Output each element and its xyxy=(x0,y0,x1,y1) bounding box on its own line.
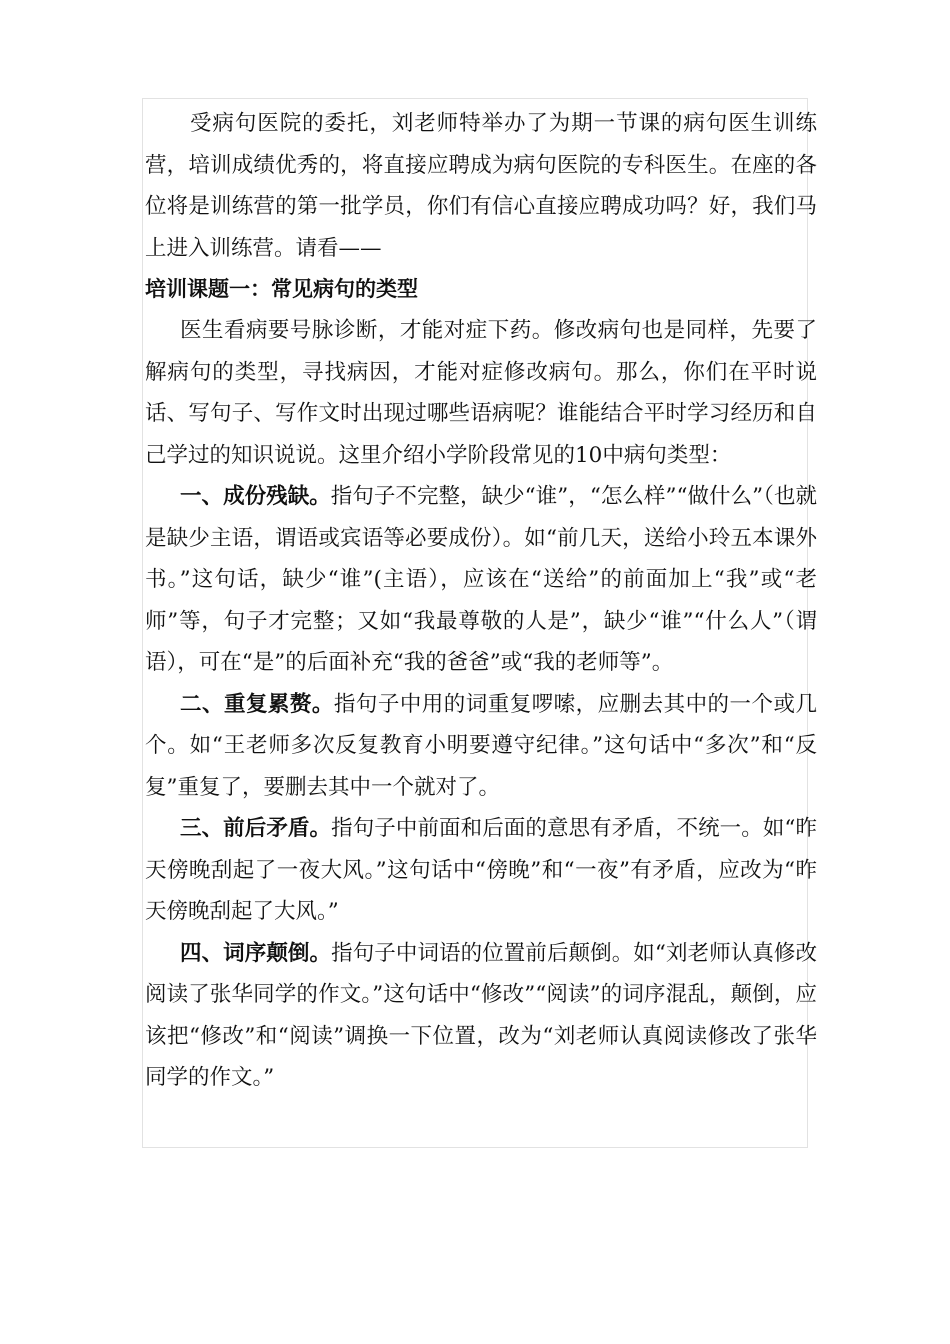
type-paragraph-2 xyxy=(145,684,817,809)
type-paragraph-1 xyxy=(145,476,817,684)
type-text-3: 指句子中前面和后面的意思有矛盾，不统一。如“昨天傍晚刮起了一夜大风。”这句话中“傍晚”和“一夜”有矛盾，应改为“昨天傍晚刮起了大风。” xyxy=(145,816,817,924)
type-term-3: 三、前后矛盾。 xyxy=(180,816,332,841)
document-body xyxy=(145,103,817,1099)
intro-paragraph: 受病句医院的委托，刘老师特举办了为期一节课的病句医生训练营，培训成绩优秀的，将直接应聘成为病句医院的专科医生。在座的各位将是训练营的第一批学员，你们有信心直接应聘成功吗？好，我们马上进入训练营。请看—— xyxy=(145,111,817,261)
type-term-4: 四、词序颠倒。 xyxy=(180,940,332,966)
type-term-2: 二、重复累赘。 xyxy=(180,691,334,717)
type-text-1: 指句子不完整，缺少“谁”，“怎么样”“做什么”（也就是缺少主语，谓语或宾语等必要成份）。如“前几天，送给小玲五本课外书。”这句话，缺少“谁”(主语），应该在“送给”的前面加上“我”或“老师”等，句子才完整；又如“我最尊敬的人是”，缺少“谁”“什么人”（谓语），可在“是”的后面补充“我的爸爸”或“我的老师等”。 xyxy=(145,484,817,675)
type-term-1: 一、成份残缺。 xyxy=(180,484,331,509)
type-text-4: 指句子中词语的位置前后颠倒。如“刘老师认真修改阅读了张华同学的作文。”这句话中“修改”“阅读”的词序混乱，颠倒，应该把“修改”和“阅读”调换一下位置，改为“刘老师认真阅读修改了张华同学的作文。” xyxy=(145,940,817,1090)
type-paragraph-3 xyxy=(145,808,817,933)
type-text-2: 指句子中用的词重复啰嗦，应删去其中的一个或几个。如“王老师多次反复教育小明要遵守纪律。”这句话中“多次”和“反复”重复了，要删去其中一个就对了。 xyxy=(145,691,817,800)
section-title: 培训课题一：常见病句的类型 xyxy=(145,277,418,301)
section-intro-paragraph: 医生看病要号脉诊断，才能对症下药。修改病句也是同样，先要了解病句的类型，寻找病因，才能对症修改病句。那么，你们在平时说话、写句子、写作文时出现过哪些语病呢？谁能结合平时学习经历和自己学过的知识说说。这里介绍小学阶段常见的10中病句类型： xyxy=(145,318,817,468)
type-paragraph-4 xyxy=(145,933,817,1099)
